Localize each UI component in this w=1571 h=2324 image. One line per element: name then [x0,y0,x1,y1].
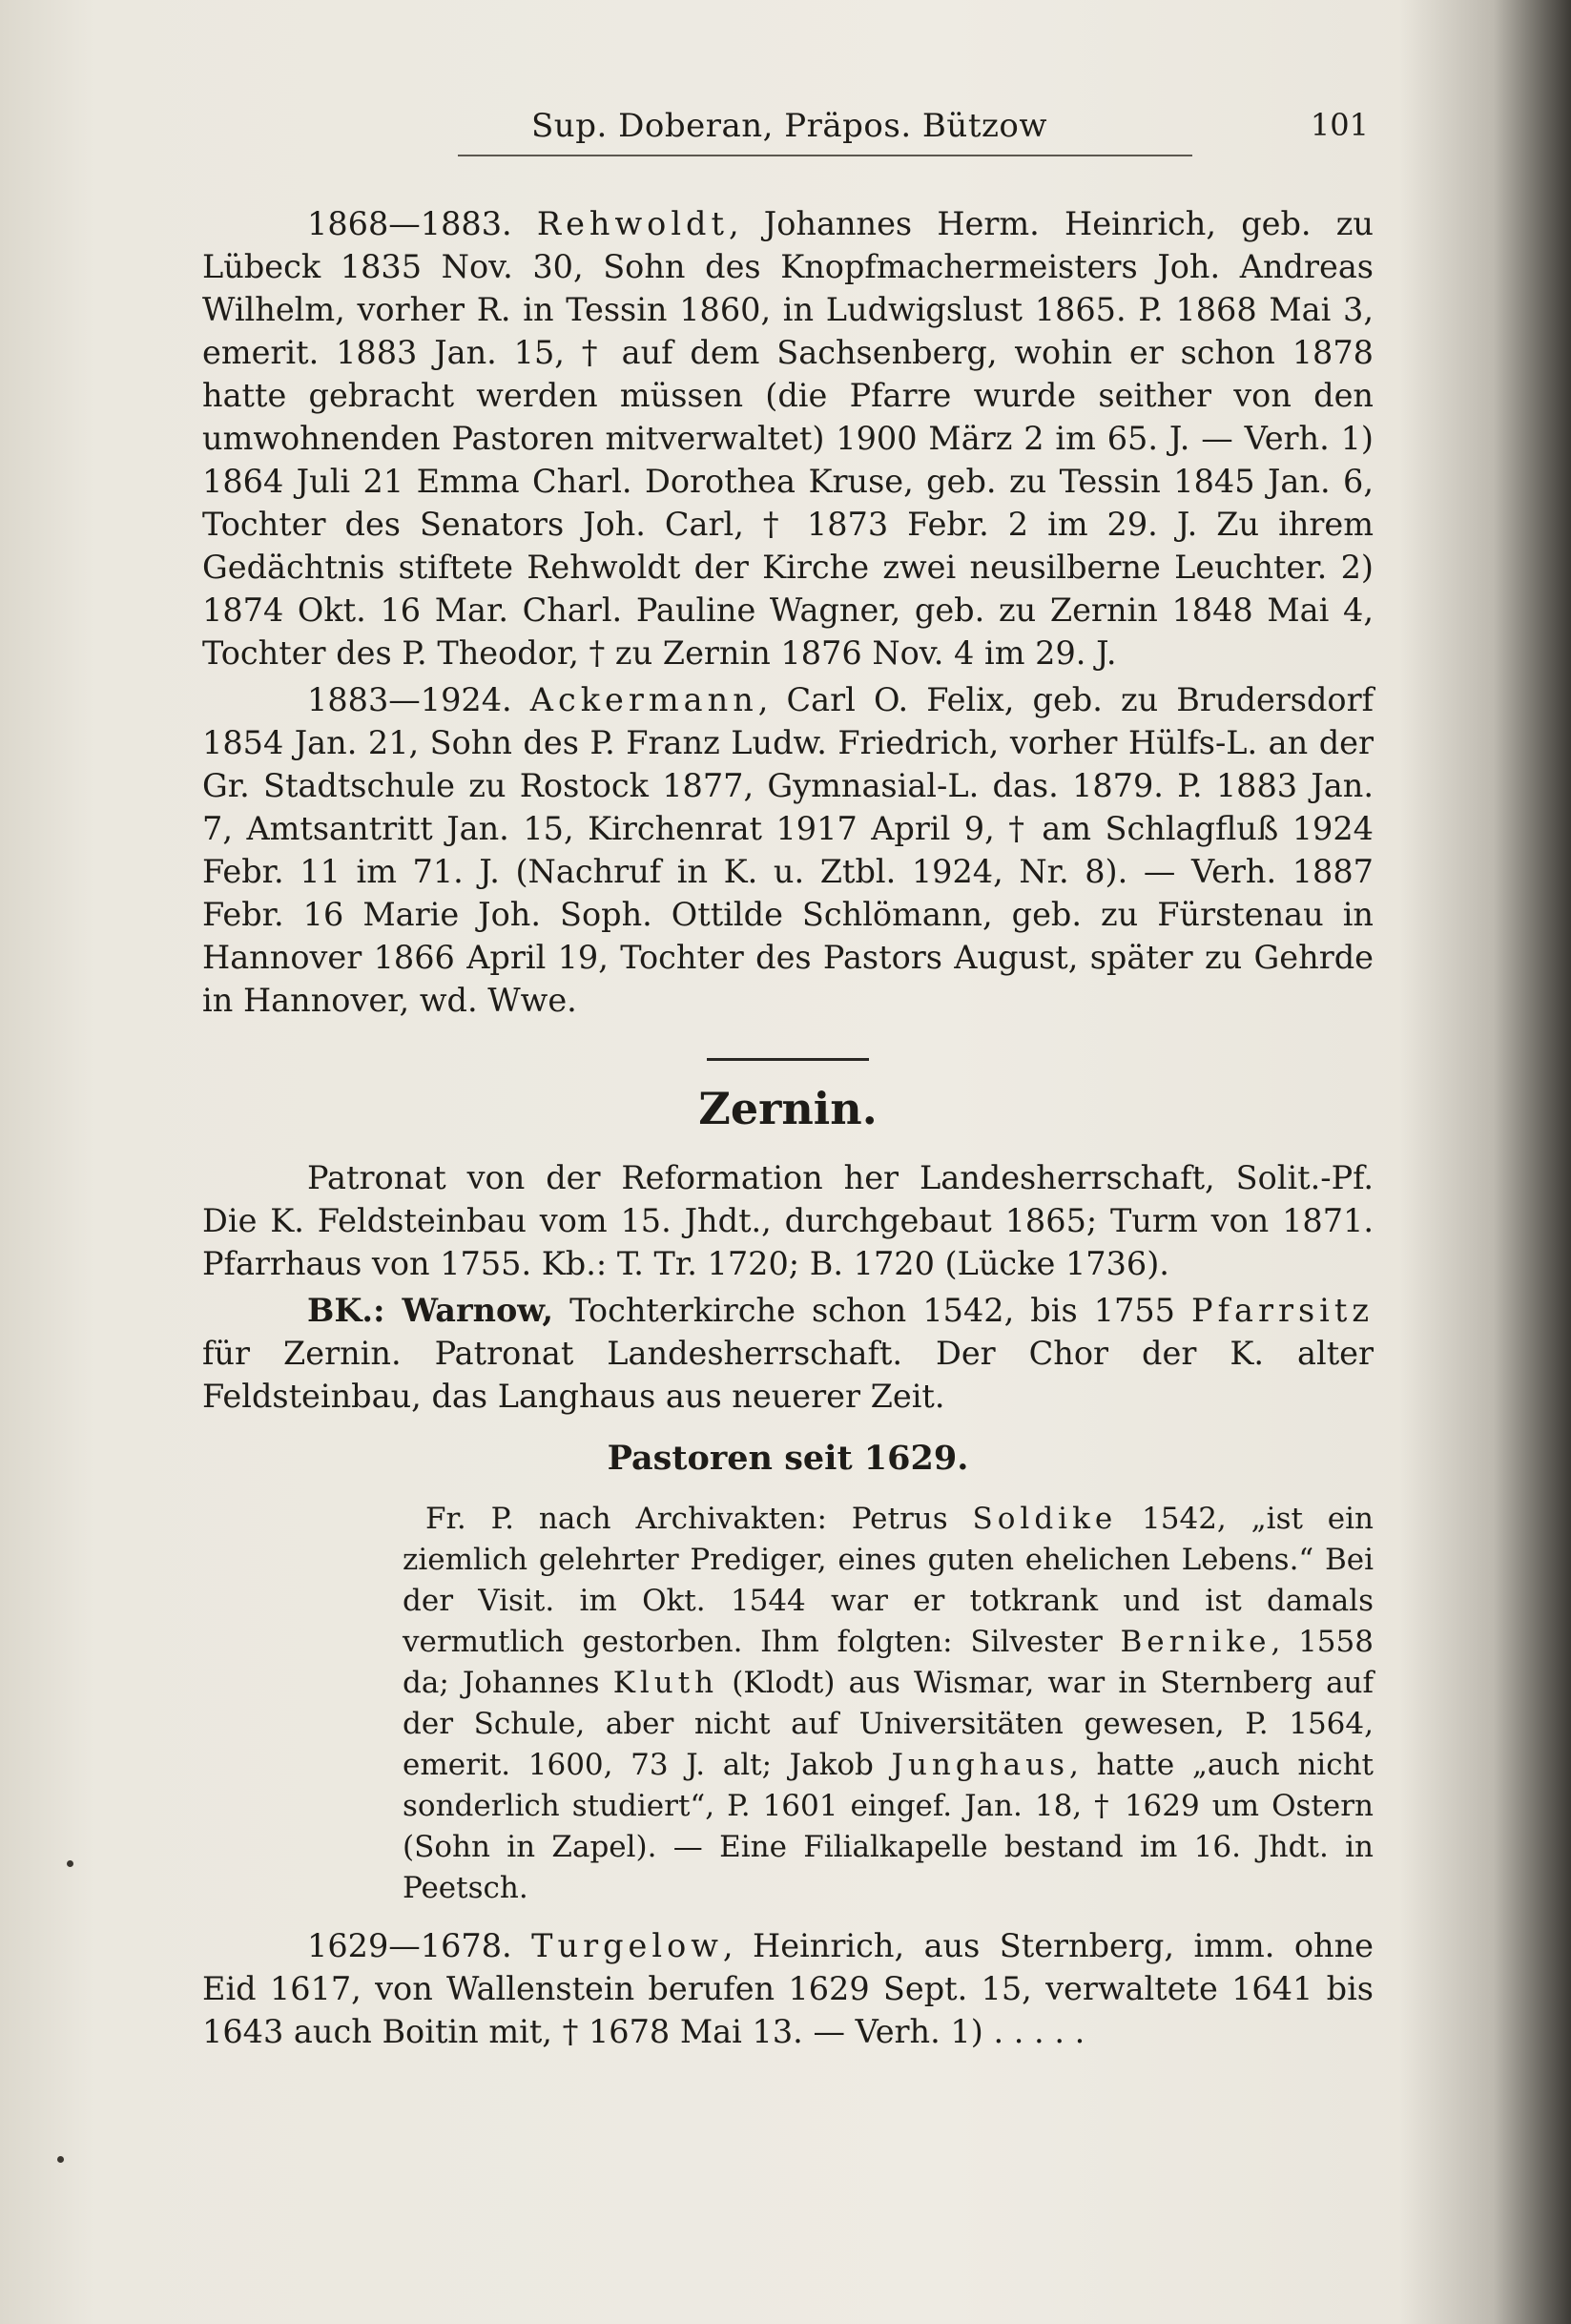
section-paragraph-warnow: BK.: Warnow, Tochterkirche schon 1542, bis 1755 Pfarrsitz für Zernin. Patronat Landesherrschaft. Der Chor der K. alter Feldsteinbau, das Langhaus aus neuerer Zeit. [202,1292,1374,1415]
entry-text: , Heinrich, aus Sternberg, imm. ohne Eid 1617, von Wallenstein berufen 1629 Sept. 15, verwaltete 1641 bis 1643 auch Boitin mit, † 1678 Mai 13. — Verh. 1) . . . . . [202,1927,1374,2050]
margin-speck [57,2156,64,2163]
page-body [202,202,1374,2057]
pfarrsitz-term: Pfarrsitz [1191,1292,1374,1329]
section-paragraph-patronat: Patronat von der Reformation her Landesherrschaft, Solit.-Pf. Die K. Feldsteinbau vom 15. Jhdt., durchgebaut 1865; Turm von 1871. Pfarrhaus von 1755. Kb.: T. Tr. 1720; B. 1720 (Lücke 1736). [202,1159,1374,1282]
page-edge-shadow [1399,0,1571,2324]
header-rule [458,155,1192,156]
entry-text: , Johannes Herm. Heinrich, geb. zu Lübeck 1835 Nov. 30, Sohn des Knopfmachermeisters Joh. Andreas Wilhelm, vorher R. in Tessin 1860, in Ludwigslust 1865. P. 1868 Mai 3, emerit. 1883 Jan. 15, † auf dem Sachsenberg, wohin er schon 1878 hatte gebracht werden müssen (die Pfarre wurde seither von den umwohnenden Pastoren mitverwaltet) 1900 März 2 im 65. J. — Verh. 1) 1864 Juli 21 Emma Charl. Dorothea Kruse, geb. zu Tessin 1845 Jan. 6, Tochter des Senators Joh. Carl, † 1873 Febr. 2 im 29. J. Zu ihrem Gedächtnis stiftete Rehwoldt der Kirche zwei neusilberne Leuchter. 2) 1874 Okt. 16 Mar. Charl. Pauline Wagner, geb. zu Zernin 1848 Mai 4, Tochter des P. Theodor, † zu Zernin 1876 Nov. 4 im 29. J. [202,205,1374,672]
section-title: Zernin. [698,1083,878,1134]
entry-years: 1868—1883. [307,205,512,242]
entry-ackermann [202,678,1374,1022]
entry-years: 1883—1924. [307,681,512,718]
entry-name: Rehwoldt [536,205,729,242]
margin-speck [67,1860,73,1867]
warnow-label: BK.: Warnow, [307,1292,554,1329]
entry-rehwoldt [202,202,1374,674]
entry-years: 1629—1678. [307,1927,512,1964]
pastors-subheading: Pastoren seit 1629. [607,1439,969,1478]
page-number: 101 [1310,107,1369,143]
entry-text: , Carl O. Felix, geb. zu Brudersdorf 1854 Jan. 21, Sohn des P. Franz Ludw. Friedrich, vorher Hülfs-L. an der Gr. Stadtschule zu Rostock 1877, Gymnasial-L. das. 1879. P. 1883 Jan. 7, Amtsantritt Jan. 15, Kirchenrat 1917 April 9, † am Schlagfluß 1924 Febr. 11 im 71. J. (Nachruf in K. u. Ztbl. 1924, Nr. 8). — Verh. 1887 Febr. 16 Marie Joh. Soph. Ottilde Schlömann, geb. zu Fürstenau in Hannover 1866 April 19, Tochter des Pastors August, später zu Gehrde in Hannover, wd. Wwe. [202,681,1374,1019]
entry-name: Ackermann [529,681,758,718]
running-header [210,107,1369,155]
pastor-name-soldike: Soldike [972,1502,1118,1536]
pastor-name-junghaus: Junghaus [891,1748,1070,1782]
header-title: Sup. Doberan, Präpos. Bützow [531,107,1047,145]
section-divider [707,1058,869,1061]
early-pastors-note: Fr. P. nach Archivakten: Petrus Soldike 1542, „ist ein ziemlich gelehrter Prediger, eines guten ehelichen Lebens.“ Bei der Visit. im Okt. 1544 war er totkrank und ist damals vermutlich gestorben. Ihm folgten: Silvester Bernike, 1558 da; Johannes Kluth (Klodt) aus Wismar, war in Sternberg auf der Schule, aber nicht auf Universitäten gewesen, P. 1564, emerit. 1600, 73 J. alt; Jakob Junghaus, hatte „auch nicht sonderlich studiert“, P. 1601 eingef. Jan. 18, † 1629 um Ostern (Sohn in Zapel). — Eine Filialkapelle bestand im 16. Jhdt. in Peetsch. [403,1502,1375,1905]
entry-turgelow [202,1924,1374,2053]
pastor-name-kluth: Kluth [612,1666,719,1700]
entry-name: Turgelow [531,1927,723,1964]
pastor-name-bernike: Bernike [1120,1625,1271,1659]
